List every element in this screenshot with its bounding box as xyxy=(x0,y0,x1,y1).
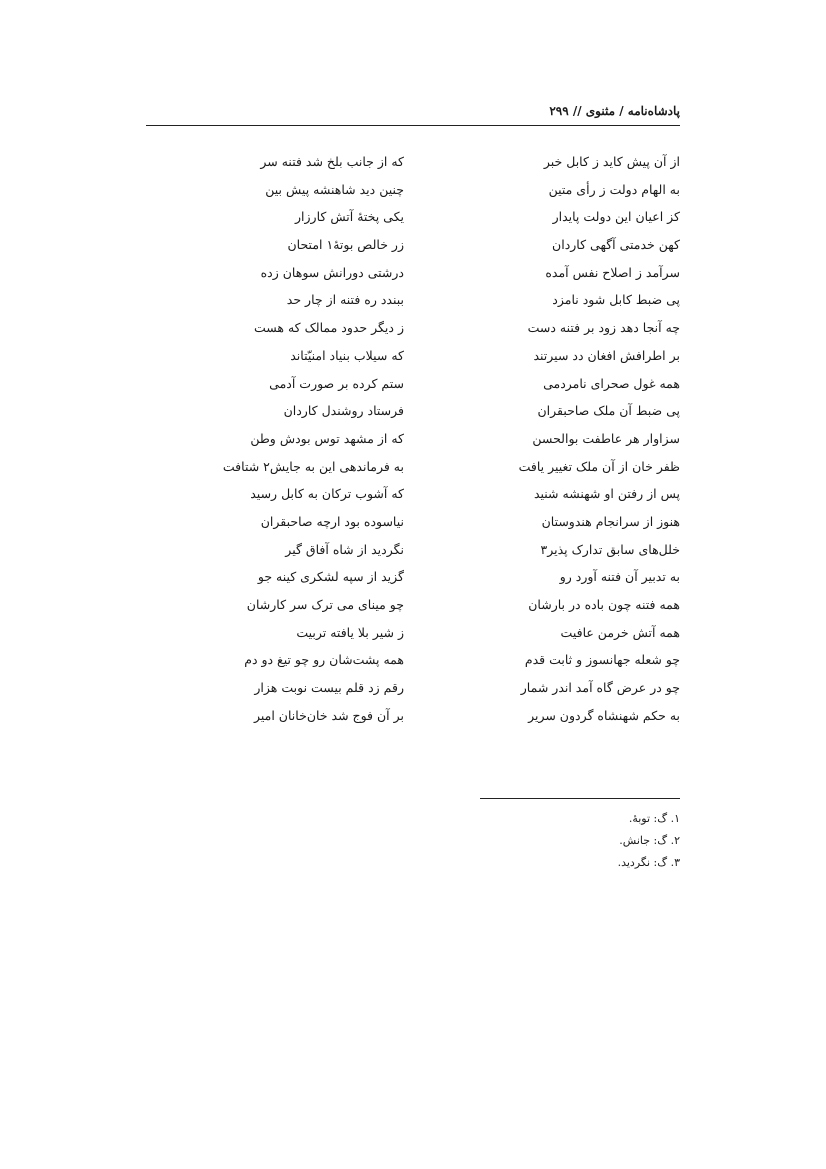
verse-line: نیاسوده بود ارچه صاحبقران xyxy=(260,513,404,529)
verse-line: چو مینای می ترک سر کارشان xyxy=(246,597,404,612)
running-title: پادشاه‌نامه / مثنوی // ۲۹۹ xyxy=(549,104,680,118)
footnote: ۱. گ: توبهٔ. xyxy=(628,812,680,825)
verse-line: زر خالص بوتهٔ۱ امتحان xyxy=(287,237,404,253)
verse-line: خلل‌های سابق تدارک پذیر۳ xyxy=(540,541,680,557)
verse-line: به فرماندهی این به جایش۲ شتافت xyxy=(222,458,404,474)
verse-line: همه پشت‌شان رو چو تیغ دو دم xyxy=(244,652,404,668)
verse-line: چو در عرض گاه آمد اندر شمار xyxy=(520,680,680,696)
verse-line: ستم کرده بر صورت آدمی xyxy=(269,375,404,391)
verse-line: چو شعله جهانسوز و ثابت قدم xyxy=(524,652,680,668)
footnotes xyxy=(480,808,680,874)
verse-line: به حکم شهنشاه گردون سریر xyxy=(528,707,680,723)
verse-line: ز دیگر حدود ممالک که هست xyxy=(253,320,404,336)
footnote-rule xyxy=(480,798,680,799)
verse-line: ظفر خان از آن ملک تغییر یافت xyxy=(518,458,680,474)
running-header xyxy=(146,101,680,121)
verse-line: سرآمد ز اصلاح نفس آمده xyxy=(545,264,680,280)
verse-line: نگردید از شاه آفاق گیر xyxy=(285,541,404,557)
verse-line: همه غول صحرای نامردمی xyxy=(543,375,680,391)
verse-line: همه فتنه چون باده در بارشان xyxy=(528,597,680,612)
verse-line: چنین دید شاهنشه پیش بین xyxy=(265,181,404,197)
verse-line: کهن خدمتی آگهی کاردان xyxy=(552,237,680,253)
verse-line: گزید از سپه لشکری کینه جو xyxy=(257,569,404,585)
header-rule xyxy=(146,125,680,126)
verse-line: سزاوار هر عاطفت بوالحسن xyxy=(532,430,680,446)
verse-line: ببندد ره فتنه از چار حد xyxy=(286,292,404,308)
verse-line: یکی پختهٔ آتش کارزار xyxy=(295,209,404,225)
verse-line: ز شیر بلا یافته تربیت xyxy=(296,624,404,640)
verse-line: که سیلاب بنیاد امنیّتاند xyxy=(290,347,404,363)
verse-line: بر اطرافش افغان دد سیرتند xyxy=(533,347,680,363)
verse-line: پی ضبط کابل شود نامزد xyxy=(552,292,680,308)
verse-line: پس از رفتن او شهنشه شنید xyxy=(533,486,680,502)
footnote: ۳. گ: نگردید. xyxy=(617,856,680,869)
verse-line: کز اعیان این دولت پایدار xyxy=(552,209,680,225)
verse-line: رقم زد قلم بیست نوبت هزار xyxy=(254,680,404,696)
verse-line: هنوز از سرانجام هندوستان xyxy=(541,513,680,529)
verse-line: به الهام دولت ز رأی متین xyxy=(548,181,680,197)
verse-line: چه آنجا دهد زود بر فتنه دست xyxy=(527,320,680,336)
verse-line: همه آتش خرمن عافیت xyxy=(560,624,680,640)
verse-line: پی ضبط آن ملک صاحبقران xyxy=(537,403,680,419)
poem-column-left xyxy=(182,148,404,729)
verse-line: درشتی دورانش سوهان زده xyxy=(260,264,404,280)
verse-line: که از جانب بلخ شد فتنه سر xyxy=(260,154,404,169)
verse-line: از آن پیش کاید ز کابل خبر xyxy=(543,154,680,169)
verse-line: که آشوب ترکان به کابل رسید xyxy=(250,486,404,502)
verse-line: به تدبیر آن فتنه آورد رو xyxy=(559,569,680,585)
verse-line: که از مشهد توس بودش وطن xyxy=(250,430,404,446)
verse-line: فرستاد روشندل کاردان xyxy=(283,403,404,419)
poem-column-right xyxy=(458,148,680,729)
verse-line: بر آن فوج شد خان‌خانان امیر xyxy=(254,707,404,723)
footnote: ۲. گ: جانش. xyxy=(619,834,680,847)
